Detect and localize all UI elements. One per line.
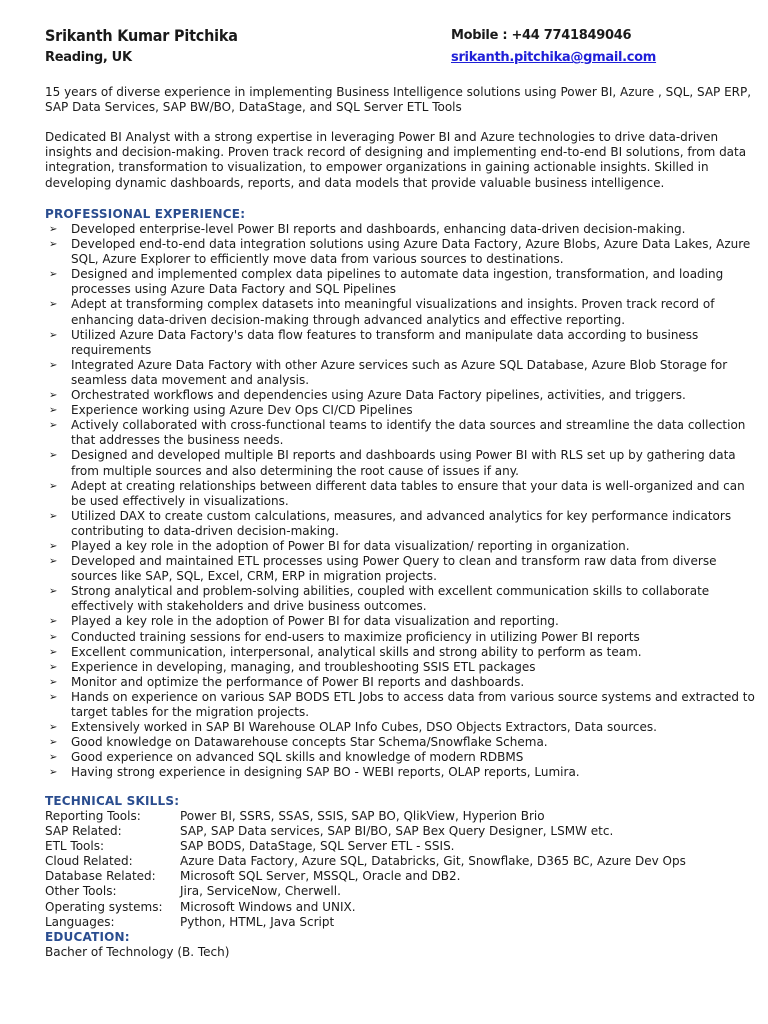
experience-item-text: Good experience on advanced SQL skills and knowledge of modern RDBMS xyxy=(71,750,524,765)
skill-label: Other Tools: xyxy=(45,884,117,899)
skill-label: Cloud Related: xyxy=(45,854,133,869)
experience-item-text: Hands on experience on various SAP BODS ETL Jobs to access data from various source systems and extracted to target tables for the migration projects. xyxy=(71,689,755,719)
arrow-bullet-icon: ➢ xyxy=(49,586,58,598)
experience-item xyxy=(45,554,760,584)
experience-item-text: Integrated Azure Data Factory with other Azure services such as Azure SQL Database, Azure Blob Storage for seamless data movement and analysis. xyxy=(71,357,728,387)
mobile-number: Mobile : +44 7741849046 xyxy=(451,28,632,43)
experience-item xyxy=(45,297,760,327)
experience-item xyxy=(45,328,760,358)
experience-item xyxy=(45,645,760,660)
arrow-bullet-icon: ➢ xyxy=(49,631,58,643)
skill-row xyxy=(45,915,760,930)
arrow-bullet-icon: ➢ xyxy=(49,646,58,658)
experience-item xyxy=(45,720,760,735)
experience-list xyxy=(45,222,760,780)
skill-value: Power BI, SSRS, SSAS, SSIS, SAP BO, QlikView, Hyperion Brio xyxy=(180,809,545,823)
skill-value: Microsoft Windows and UNIX. xyxy=(180,899,356,914)
experience-item-text: Experience in developing, managing, and troubleshooting SSIS ETL packages xyxy=(71,659,536,674)
experience-item xyxy=(45,237,760,267)
arrow-bullet-icon: ➢ xyxy=(49,390,58,402)
candidate-name: Srikanth Kumar Pitchika xyxy=(45,26,238,45)
arrow-bullet-icon: ➢ xyxy=(49,359,58,371)
arrow-bullet-icon: ➢ xyxy=(49,737,58,749)
experience-item xyxy=(45,267,760,297)
experience-item-text: Extensively worked in SAP BI Warehouse OLAP Info Cubes, DSO Objects Extractors, Data sources. xyxy=(71,720,657,735)
arrow-bullet-icon: ➢ xyxy=(49,691,58,703)
experience-item-text: Excellent communication, interpersonal, analytical skills and strong ability to perform as team. xyxy=(71,644,642,659)
experience-item xyxy=(45,584,760,614)
experience-item xyxy=(45,388,760,403)
skill-row xyxy=(45,869,760,884)
arrow-bullet-icon: ➢ xyxy=(49,450,58,462)
arrow-bullet-icon: ➢ xyxy=(49,405,58,417)
experience-item xyxy=(45,403,760,418)
experience-item xyxy=(45,479,760,509)
summary-paragraph-2: Dedicated BI Analyst with a strong expertise in leveraging Power BI and Azure technologies to drive data-driven insights and decision-making. Proven track record of designing and implementing end-to-end BI solutions, from data integration, transformation to visualization, to empower organizations in gaining actionable insights. Skilled in developing dynamic dashboards, reports, and data models that provide valuable business intelligence. xyxy=(45,130,747,190)
arrow-bullet-icon: ➢ xyxy=(49,510,58,522)
arrow-bullet-icon: ➢ xyxy=(49,269,58,281)
experience-item xyxy=(45,735,760,750)
experience-item-text: Utilized DAX to create custom calculations, measures, and advanced analytics for key performance indicators contributing to data-driven decision-making. xyxy=(71,508,732,538)
skill-row xyxy=(45,839,760,854)
experience-item-text: Having strong experience in designing SAP BO - WEBI reports, OLAP reports, Lumira. xyxy=(71,765,580,780)
experience-item xyxy=(45,660,760,675)
experience-item-text: Developed and maintained ETL processes using Power Query to clean and transform raw data from diverse sources like SAP, SQL, Excel, CRM, ERP in migration projects. xyxy=(71,554,717,584)
experience-item-text: Played a key role in the adoption of Power BI for data visualization and reporting. xyxy=(71,614,559,629)
arrow-bullet-icon: ➢ xyxy=(49,767,58,779)
skill-label: Reporting Tools: xyxy=(45,809,141,823)
experience-item-text: Experience working using Azure Dev Ops CI/CD Pipelines xyxy=(71,403,413,418)
arrow-bullet-icon: ➢ xyxy=(49,329,58,341)
skill-label: Languages: xyxy=(45,914,115,929)
experience-item xyxy=(45,630,760,645)
experience-item xyxy=(45,675,760,690)
skill-value: Python, HTML, Java Script xyxy=(180,914,335,929)
experience-item xyxy=(45,418,760,448)
experience-item-text: Monitor and optimize the performance of Power BI reports and dashboards. xyxy=(71,674,525,689)
skill-row xyxy=(45,824,760,839)
arrow-bullet-icon: ➢ xyxy=(49,224,58,235)
experience-item-text: Orchestrated workflows and dependencies using Azure Data Factory pipelines, activities, and triggers. xyxy=(71,388,686,403)
skill-value: SAP BODS, DataStage, SQL Server ETL - SSIS. xyxy=(180,839,455,854)
skill-label: ETL Tools: xyxy=(45,839,105,854)
skill-value: Azure Data Factory, Azure SQL, Databricks, Git, Snowflake, D365 BC, Azure Dev Ops xyxy=(180,854,686,869)
skill-value: Jira, ServiceNow, Cherwell. xyxy=(180,884,341,899)
arrow-bullet-icon: ➢ xyxy=(49,480,58,492)
skill-row xyxy=(45,884,760,899)
skill-value: Microsoft SQL Server, MSSQL, Oracle and DB2. xyxy=(180,869,461,884)
experience-item xyxy=(45,690,760,720)
experience-item-text: Played a key role in the adoption of Power BI for data visualization/ reporting in organization. xyxy=(71,538,630,553)
experience-item xyxy=(45,358,760,388)
arrow-bullet-icon: ➢ xyxy=(49,239,58,251)
arrow-bullet-icon: ➢ xyxy=(49,540,58,552)
skills-table xyxy=(45,809,760,930)
email-link[interactable]: srikanth.pitchika@gmail.com xyxy=(451,50,657,65)
experience-item-text: Actively collaborated with cross-functional teams to identify the data sources and streamline the data collection that addresses the business needs. xyxy=(71,418,746,448)
experience-item xyxy=(45,448,760,478)
arrow-bullet-icon: ➢ xyxy=(49,616,58,628)
arrow-bullet-icon: ➢ xyxy=(49,676,58,688)
experience-item xyxy=(45,539,760,554)
experience-item-text: Developed enterprise-level Power BI reports and dashboards, enhancing data-driven decision-making. xyxy=(71,222,686,236)
summary-paragraph-1: 15 years of diverse experience in implementing Business Intelligence solutions using Power BI, Azure , SQL, SAP ERP, SAP Data Services, SAP BW/BO, DataStage, and SQL Server ETL Tools xyxy=(45,85,752,115)
education-degree: Bacher of Technology (B. Tech) xyxy=(45,945,230,959)
experience-item-text: Designed and implemented complex data pipelines to automate data ingestion, transformation, and loading processes using Azure Data Factory and SQL Pipelines xyxy=(71,267,724,297)
experience-item-text: Utilized Azure Data Factory's data flow features to transform and manipulate data according to business requirements xyxy=(71,327,699,357)
skills-heading: TECHNICAL SKILLS: xyxy=(45,794,180,808)
experience-item-text: Strong analytical and problem-solving abilities, coupled with excellent communication skills to collaborate effectively with stakeholders and drive business outcomes. xyxy=(71,584,710,614)
candidate-location: Reading, UK xyxy=(45,50,132,65)
experience-item-text: Adept at creating relationships between different data tables to ensure that your data is well-organized and can be used effectively in visualizations. xyxy=(71,478,745,508)
skill-label: Operating systems: xyxy=(45,899,163,914)
experience-item xyxy=(45,765,760,780)
experience-item xyxy=(45,750,760,765)
experience-item xyxy=(45,222,760,237)
experience-item-text: Conducted training sessions for end-users to maximize proficiency in utilizing Power BI reports xyxy=(71,629,640,644)
experience-item xyxy=(45,509,760,539)
arrow-bullet-icon: ➢ xyxy=(49,299,58,311)
arrow-bullet-icon: ➢ xyxy=(49,752,58,764)
experience-item-text: Adept at transforming complex datasets into meaningful visualizations and insights. Proven track record of enhancing data-driven decision-making through advanced analytics and effective reporting. xyxy=(71,297,715,327)
skill-label: SAP Related: xyxy=(45,824,122,839)
experience-item xyxy=(45,614,760,629)
skill-row xyxy=(45,900,760,915)
experience-item-text: Designed and developed multiple BI reports and dashboards using Power BI with RLS set up by gathering data from multiple sources and also determining the root cause of issues if any. xyxy=(71,448,736,478)
experience-heading: PROFESSIONAL EXPERIENCE: xyxy=(45,207,246,221)
arrow-bullet-icon: ➢ xyxy=(49,722,58,734)
skill-row xyxy=(45,854,760,869)
arrow-bullet-icon: ➢ xyxy=(49,420,58,432)
skill-row xyxy=(45,809,760,824)
arrow-bullet-icon: ➢ xyxy=(49,556,58,568)
experience-item-text: Good knowledge on Datawarehouse concepts Star Schema/Snowflake Schema. xyxy=(71,735,548,750)
arrow-bullet-icon: ➢ xyxy=(49,661,58,673)
skill-label: Database Related: xyxy=(45,869,156,884)
skill-value: SAP, SAP Data services, SAP BI/BO, SAP Bex Query Designer, LSMW etc. xyxy=(180,824,614,839)
education-heading: EDUCATION: xyxy=(45,930,130,944)
experience-item-text: Developed end-to-end data integration solutions using Azure Data Factory, Azure Blobs, Azure Data Lakes, Azure SQL, Azure Explorer to efficiently move data from various sources to destinations. xyxy=(71,237,751,267)
